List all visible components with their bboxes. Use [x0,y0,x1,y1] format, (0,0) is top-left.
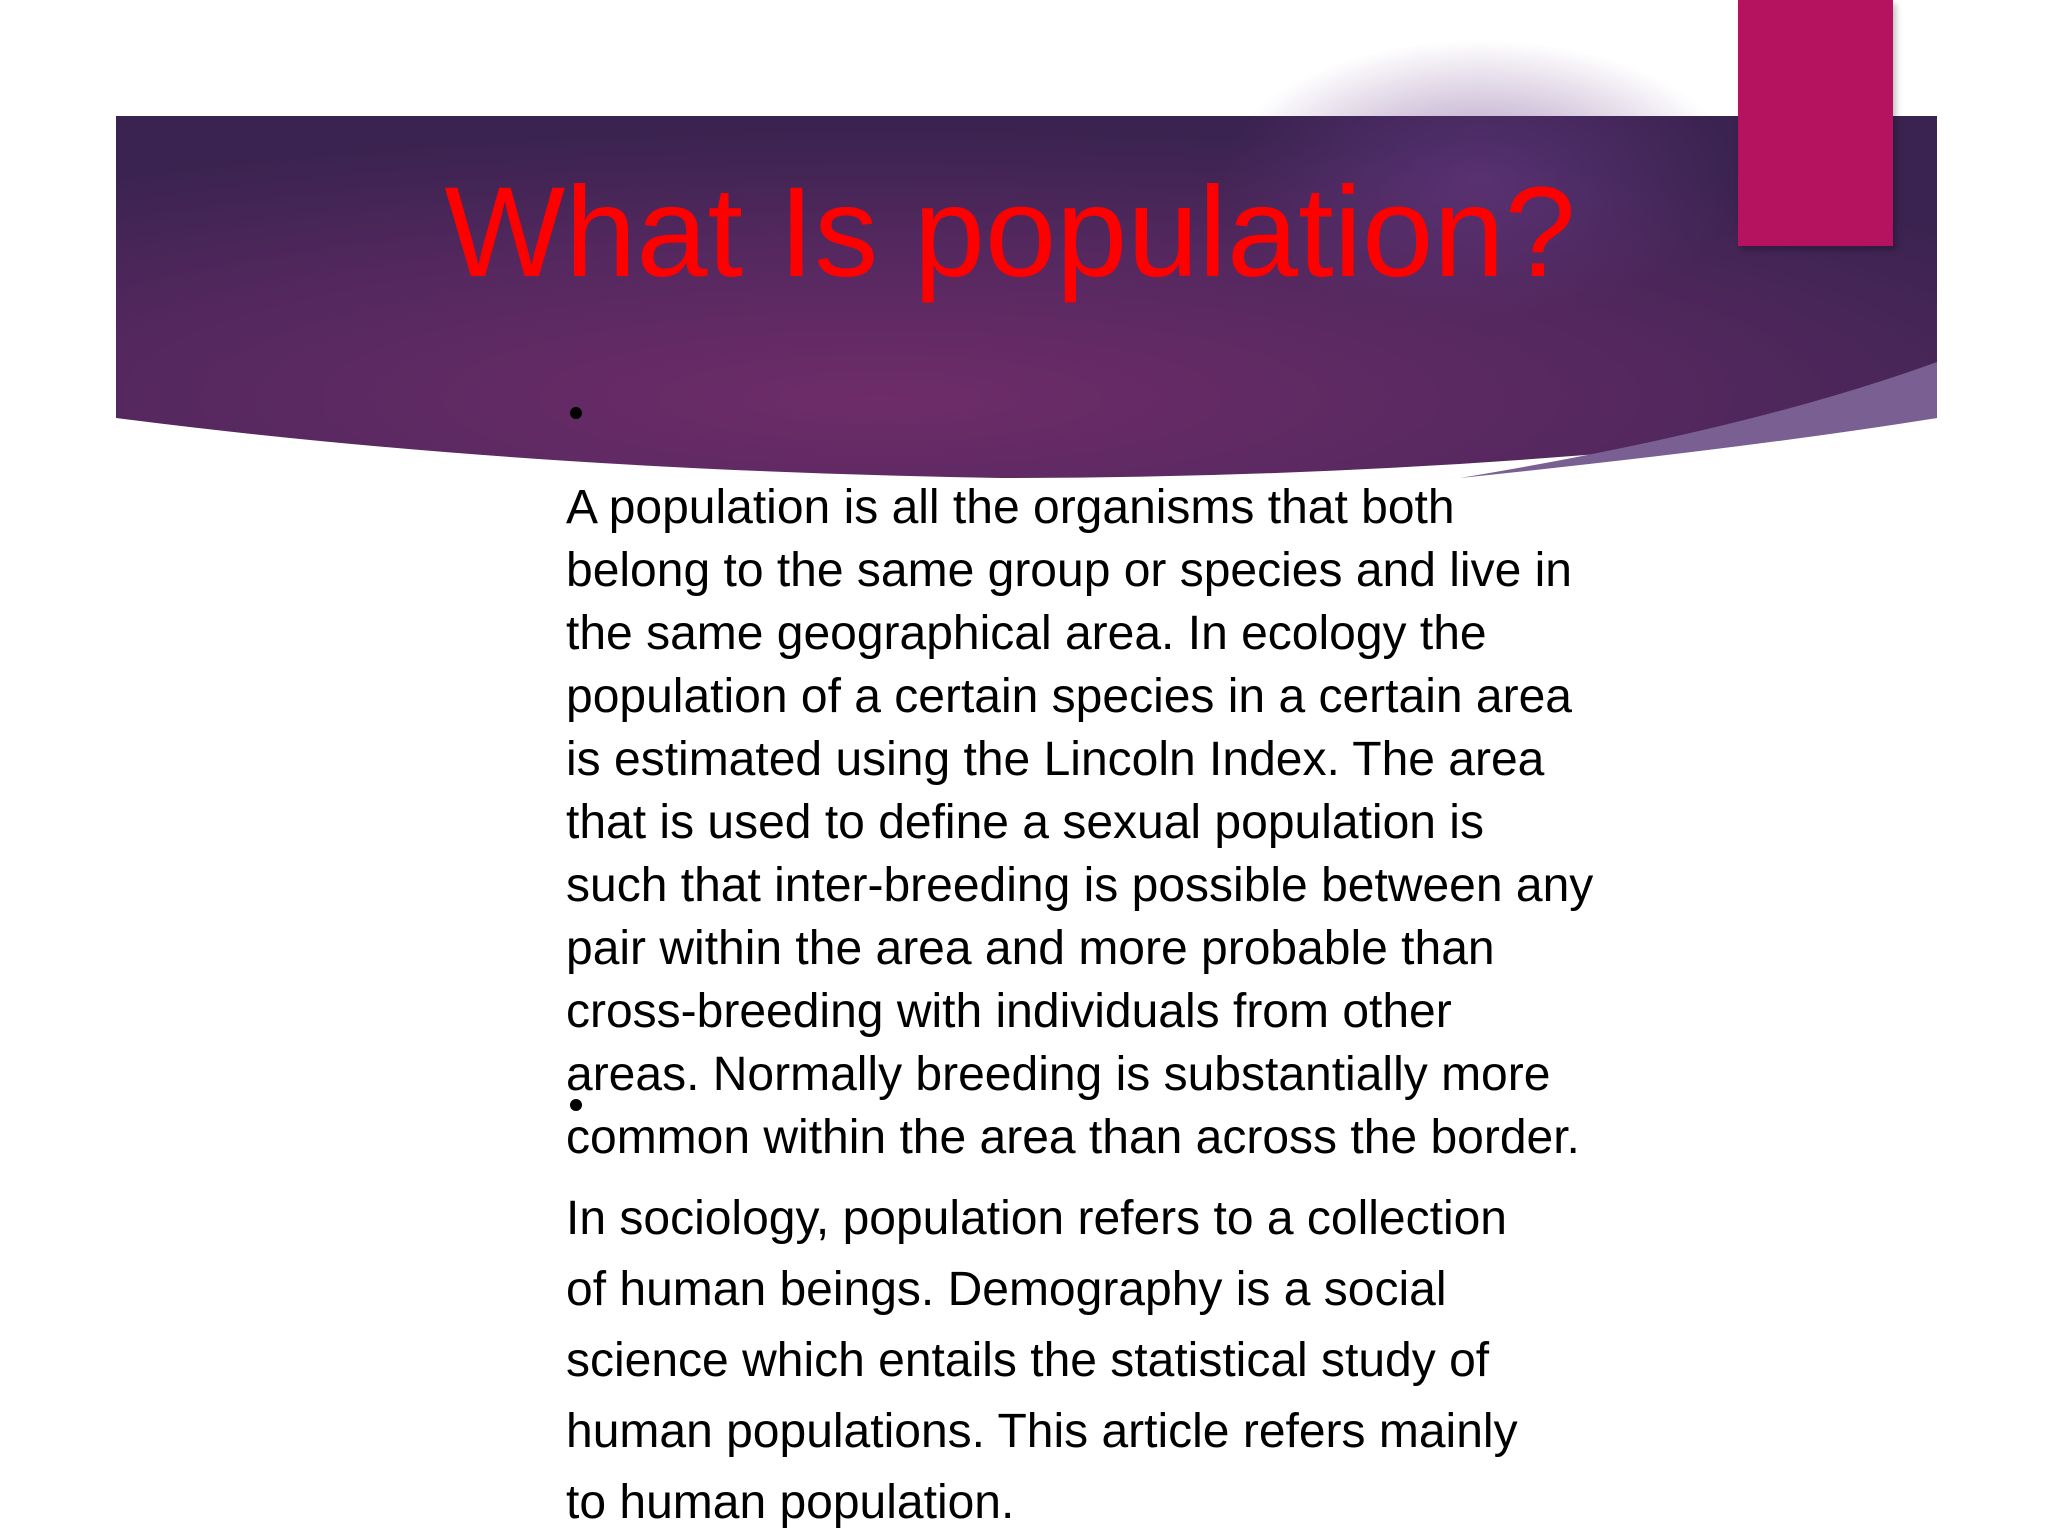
text-line: the same geographical area. In ecology the [566,607,1487,660]
text-line: pair within the area and more probable than [566,922,1495,975]
text-line: human populations. This article refers mainly [566,1405,1518,1458]
paragraph-sociology [566,1183,1518,1536]
slide-title: What Is population? [444,161,1576,304]
text-line: common within the area than across the border. [566,1111,1580,1164]
text-line: In sociology, population refers to a collection [566,1192,1507,1245]
text-line: belong to the same group or species and live in [566,544,1572,597]
bullet-dot-icon [570,407,582,419]
text-line: such that inter-breeding is possible between any [566,859,1594,912]
text-line: cross-breeding with individuals from other [566,985,1452,1038]
text-line: areas. Normally breeding is substantially more [566,1048,1551,1101]
text-line: of human beings. Demography is a social [566,1263,1447,1316]
text-line: A population is all the organisms that both [566,481,1455,534]
text-line: population of a certain species in a certain area [566,670,1572,723]
paragraph-ecology [566,476,1593,1169]
accent-tab [1738,0,1893,246]
text-line: science which entails the statistical study of [566,1334,1490,1387]
text-line: that is used to define a sexual population is [566,796,1484,849]
text-line: to human population. [566,1476,1015,1529]
text-line: is estimated using the Lincoln Index. The area [566,733,1545,786]
